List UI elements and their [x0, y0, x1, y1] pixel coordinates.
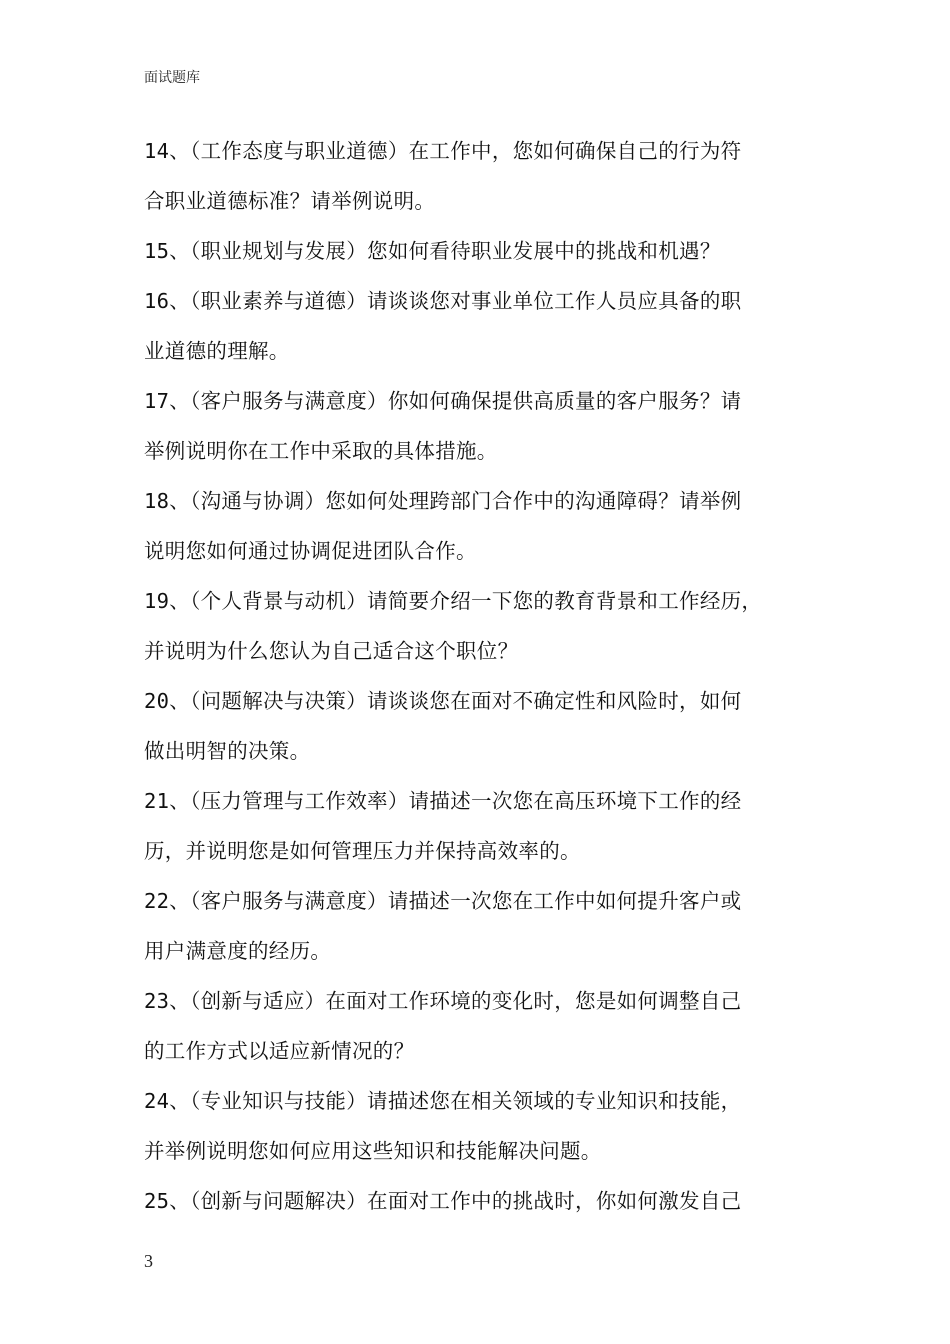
question-line: 业道德的理解。 — [144, 339, 290, 363]
question-line: 16、（职业素养与道德）请谈谈您对事业单位工作人员应具备的职 — [144, 289, 742, 313]
question-line: 24、（专业知识与技能）请描述您在相关领域的专业知识和技能， — [144, 1089, 742, 1113]
question-line: 15、（职业规划与发展）您如何看待职业发展中的挑战和机遇？ — [144, 239, 721, 263]
question-item — [144, 776, 808, 876]
question-line: 22、（客户服务与满意度）请描述一次您在工作中如何提升客户或 — [144, 889, 742, 913]
question-line: 19、（个人背景与动机）请简要介绍一下您的教育背景和工作经历， — [144, 589, 763, 613]
question-item — [144, 676, 808, 776]
question-item — [144, 976, 808, 1076]
page-number: 3 — [144, 1251, 153, 1271]
question-line: 的工作方式以适应新情况的？ — [144, 1039, 415, 1063]
question-list — [144, 126, 808, 1226]
question-line: 18、（沟通与协调）您如何处理跨部门合作中的沟通障碍？请举例 — [144, 489, 742, 513]
question-line: 17、（客户服务与满意度）你如何确保提供高质量的客户服务？请 — [144, 389, 742, 413]
question-item — [144, 576, 808, 676]
question-line: 做出明智的决策。 — [144, 739, 311, 763]
question-line: 说明您如何通过协调促进团队合作。 — [144, 539, 477, 563]
question-line: 用户满意度的经历。 — [144, 939, 332, 963]
question-line: 并说明为什么您认为自己适合这个职位？ — [144, 639, 519, 663]
question-item — [144, 1176, 808, 1226]
question-item — [144, 276, 808, 376]
question-line: 合职业道德标准？请举例说明。 — [144, 189, 436, 213]
question-item — [144, 376, 808, 476]
question-item — [144, 126, 808, 226]
question-line: 23、（创新与适应）在面对工作环境的变化时，您是如何调整自己 — [144, 989, 742, 1013]
question-item — [144, 1076, 808, 1176]
question-line: 14、（工作态度与职业道德）在工作中，您如何确保自己的行为符 — [144, 139, 742, 163]
question-item — [144, 876, 808, 976]
question-line: 25、（创新与问题解决）在面对工作中的挑战时，你如何激发自己 — [144, 1189, 742, 1213]
question-item — [144, 226, 808, 276]
question-line: 20、（问题解决与决策）请谈谈您在面对不确定性和风险时，如何 — [144, 689, 742, 713]
question-line: 举例说明你在工作中采取的具体措施。 — [144, 439, 498, 463]
question-line: 21、（压力管理与工作效率）请描述一次您在高压环境下工作的经 — [144, 789, 742, 813]
page-header: 面试题库 — [144, 70, 200, 86]
question-line: 历，并说明您是如何管理压力并保持高效率的。 — [144, 839, 581, 863]
question-line: 并举例说明您如何应用这些知识和技能解决问题。 — [144, 1139, 602, 1163]
question-item — [144, 476, 808, 576]
